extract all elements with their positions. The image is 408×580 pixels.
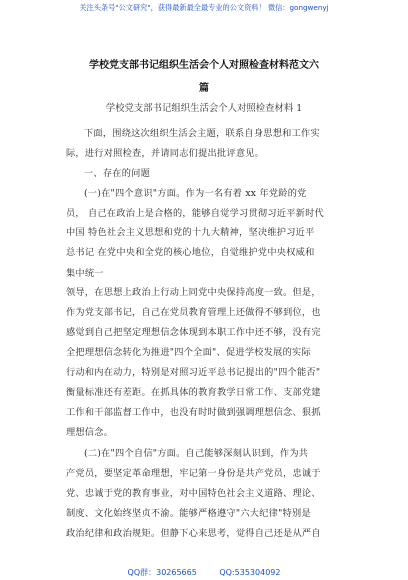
body-line: 制度、文化始终坚贞不渝。能够严格遵守"六大纪律"特别是 xyxy=(66,508,311,519)
body-line: 政治纪律和政治规矩。但静下心来思考，觉得自己还是从严自 xyxy=(66,528,321,539)
body-line: 一、存在的问题 xyxy=(84,168,151,179)
body-line: 总书记 在党中央和全党的核心地位，自觉维护党中央权威和 xyxy=(66,247,315,258)
body-line: (一)在"四个意识"方面。作为一名有着 xx 年党龄的党 xyxy=(84,188,307,199)
top-banner: 关注头条号"公文研究"，获得最新最全最专业的公文资料！ 微信：gongwenyj xyxy=(79,3,329,12)
document-title-continued: 篇 xyxy=(199,83,209,94)
footer-contact xyxy=(0,566,408,580)
body-line: 工作和干部监督工作中，也没有时时做到强调理想信念、狠抓 xyxy=(66,407,321,418)
body-line: 衡量标准还有差距。在抓具体的教育教学日常工作、支部党建 xyxy=(66,387,321,398)
body-line: 集中统一 xyxy=(66,268,104,279)
body-line: 作为党支部书记，自己在党员教育管理上还做得不够到位，也 xyxy=(66,307,321,318)
document-title: 学校党支部书记组织生活会个人对照检查材料范文六 xyxy=(89,60,319,71)
body-line: 党、忠诚于党的教育事业，对中国特色社会主义道路、理论、 xyxy=(66,488,321,499)
qq-group-text: QQ群：30265665 xyxy=(127,568,197,577)
body-line: 员， 自己在政治上是合格的，能够自觉学习贯彻习近平新时代 xyxy=(66,208,324,219)
body-line: 中国 特色社会主义思想和党的十九大精神，坚决维护习近平 xyxy=(66,227,315,238)
body-line: 理想信念。 xyxy=(66,427,114,438)
body-line: 行动和内在动力，特别是对照习近平总书记提出的"四个能否" xyxy=(66,367,321,378)
body-line: 全把理想信念转化为推进"四个全面"、促进学校发展的实际 xyxy=(66,347,311,358)
body-line: (二)在"四个自信"方面。自己能够深刻认识到，作为共 xyxy=(84,448,309,459)
body-line: 际，进行对照检查，并请同志们提出批评意见。 xyxy=(66,148,265,159)
qq-text: QQ:535304092 xyxy=(219,568,281,577)
body-line: 下面，围绕这次组织生活会主题，联系自身思想和工作实 xyxy=(84,128,320,139)
document-subtitle: 学校党支部书记组织生活会个人对照检查材料 1 xyxy=(105,103,303,114)
body-line: 产党员，要坚定革命理想，牢记第一身份是共产党员，忠诚于 xyxy=(66,468,321,479)
body-line: 领导，在思想上政治上行动上同党中央保持高度一致。但是， xyxy=(66,287,321,298)
body-line: 感觉到自己把坚定理想信念体现到本职工作中还不够，没有完 xyxy=(66,327,321,338)
